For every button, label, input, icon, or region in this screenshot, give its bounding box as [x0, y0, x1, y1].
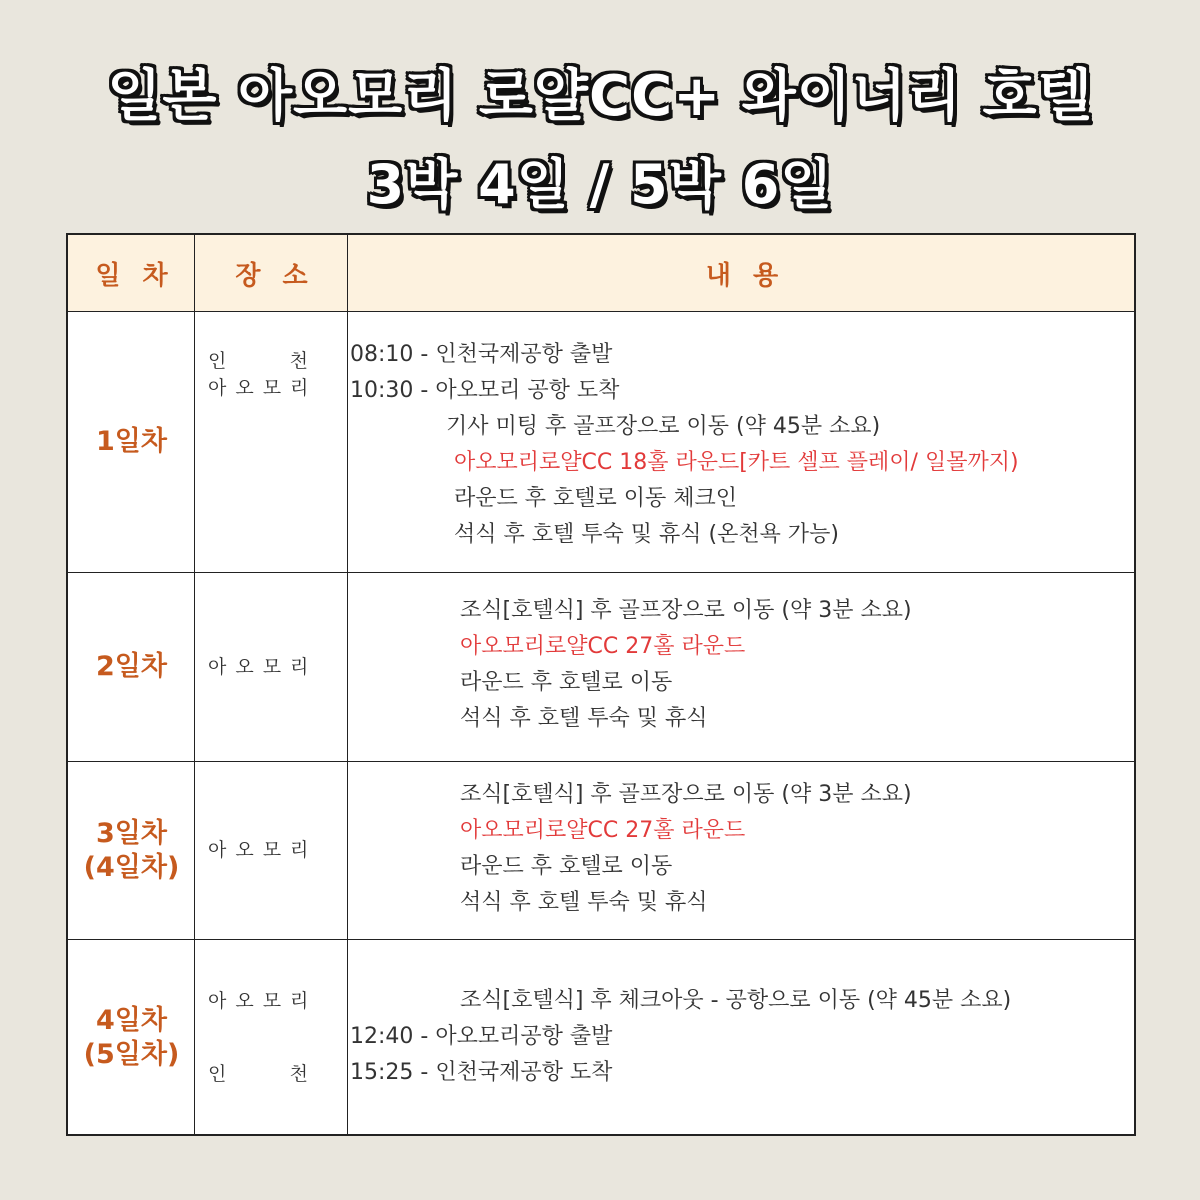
place-label: 아오모리 — [208, 839, 318, 861]
header-day: 일차 — [95, 261, 190, 291]
row-divider — [68, 572, 1134, 573]
day-label: 4일차 — [96, 1005, 167, 1036]
table-row-content — [350, 337, 1019, 553]
schedule-line: 조식[호텔식] 후 골프장으로 이동 (약 3분 소요) — [460, 598, 912, 623]
place-label: 아오모리 — [208, 990, 318, 1012]
place-label-end: 천 — [289, 1063, 308, 1085]
table-row-content — [350, 983, 1011, 1091]
table-row-content — [350, 593, 912, 737]
schedule-line: 08:10 - 인천국제공항 출발 — [350, 342, 613, 367]
table-row-day — [68, 762, 195, 939]
schedule-line-highlight: 아오모리로얄CC 18홀 라운드[카트 셀프 플레이/ 일몰까지) — [454, 450, 1019, 475]
place-label-end: 천 — [289, 350, 308, 372]
schedule-line: 조식[호텔식] 후 골프장으로 이동 (약 3분 소요) — [460, 782, 912, 807]
table-row-day — [68, 312, 195, 572]
row-divider — [68, 761, 1134, 762]
page-title: 일본 아오모리 로얄CC+ 와이너리 호텔 — [107, 64, 1093, 129]
place-cell — [208, 346, 308, 376]
table-row-day — [68, 940, 195, 1136]
schedule-line: 라운드 후 호텔로 이동 체크인 — [454, 486, 737, 511]
schedule-line: 조식[호텔식] 후 체크아웃 - 공항으로 이동 (약 45분 소요) — [460, 988, 1012, 1013]
schedule-line: 15:25 - 인천국제공항 도착 — [350, 1060, 613, 1085]
page-subtitle: 3박 4일 / 5박 6일 — [366, 153, 834, 216]
schedule-line: 석식 후 호텔 투숙 및 휴식 — [460, 890, 708, 915]
day-label: 2일차 — [96, 651, 167, 682]
schedule-line: 라운드 후 호텔로 이동 — [460, 670, 673, 695]
schedule-line: 석식 후 호텔 투숙 및 휴식 — [460, 706, 708, 731]
schedule-line: 기사 미팅 후 골프장으로 이동 (약 45분 소요) — [446, 414, 881, 439]
day-label-alt: (4일차) — [83, 851, 180, 883]
place-label: 인 — [208, 1063, 227, 1085]
place-cell — [208, 1059, 308, 1089]
schedule-line: 12:40 - 아오모리공항 출발 — [350, 1024, 613, 1049]
day-label: 3일차 — [96, 817, 167, 849]
schedule-table — [66, 233, 1136, 1136]
place-label: 인 — [208, 350, 227, 372]
place-label: 아오모리 — [208, 377, 318, 399]
day-label-alt: (5일차) — [83, 1039, 180, 1070]
schedule-line: 라운드 후 호텔로 이동 — [460, 854, 673, 879]
table-row-content — [350, 777, 912, 921]
day-label: 1일차 — [96, 426, 167, 457]
row-divider — [68, 311, 1134, 312]
place-label: 아오모리 — [208, 656, 318, 678]
schedule-line-highlight: 아오모리로얄CC 27홀 라운드 — [460, 634, 746, 659]
table-header — [68, 235, 1134, 312]
column-divider — [347, 235, 348, 1134]
table-row-day — [68, 573, 195, 761]
header-place: 장소 — [235, 261, 330, 291]
schedule-line: 10:30 - 아오모리 공항 도착 — [350, 378, 620, 403]
row-divider — [68, 939, 1134, 940]
schedule-line: 석식 후 호텔 투숙 및 휴식 (온천욕 가능) — [454, 522, 839, 547]
schedule-line-highlight: 아오모리로얄CC 27홀 라운드 — [460, 818, 746, 843]
header-content: 내용 — [705, 261, 801, 291]
